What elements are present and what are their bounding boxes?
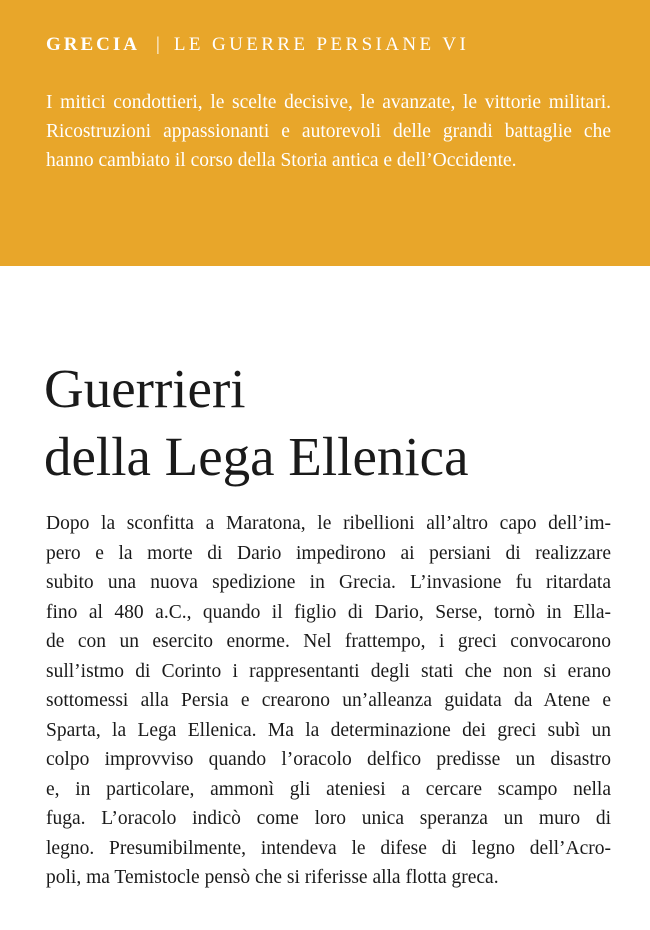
body-line: pero e la morte di Dario impedirono ai persiani di realizzare [46,542,611,564]
body-line-last: poli, ma Temistocle pensò che si riferisse alla flotta greca. [46,867,499,888]
page-title-line-2: della Lega Ellenica [44,426,469,487]
body-line: legno. Presumibilmente, intendeva le difese di legno dell’Acro- [46,837,611,859]
page-title-line-1: Guerrieri [44,358,246,419]
body-line: Dopo la sconfitta a Maratona, le ribellioni all’altro capo dell’im- [46,513,611,534]
series-separator: | [156,34,160,55]
series-blurb: I mitici condottieri, le scelte decisive, le avanzate, le vittorie militari. Ricostruzioni appassionanti e autorevoli delle grandi battaglie che hanno cambiato il corso della Storia antica e dell’Occidente. [46,92,611,171]
body-line: fino al 480 a.C., quando il figlio di Dario, Serse, tornò in Ella- [46,601,611,623]
body-line: e, in particolare, ammonì gli ateniesi a cercare scampo nella [46,778,611,800]
page-title [44,355,624,491]
body-line: fuga. L’oracolo indicò come loro unica speranza un muro di [46,808,611,829]
series-heading [46,34,626,56]
series-title: LE GUERRE PERSIANE VI [173,34,470,55]
body-line: sull’istmo di Corinto i rappresentanti degli stati che non si erano [46,660,611,682]
header-band [0,0,650,266]
body-line: de con un esercito enorme. Nel frattempo, i greci convocarono [46,631,611,652]
body-line: subito una nuova spedizione in Grecia. L’invasione fu ritardata [46,572,611,593]
brand-label: GRECIA [46,34,141,55]
body-line: colpo improvviso quando l’oracolo delfico predisse un disastro [46,749,611,770]
body-paragraph [46,509,611,893]
body-line: sottomessi alla Persia e crearono un’alleanza guidata da Atene e [46,690,611,711]
body-line: Sparta, la Lega Ellenica. Ma la determinazione dei greci subì un [46,719,611,741]
